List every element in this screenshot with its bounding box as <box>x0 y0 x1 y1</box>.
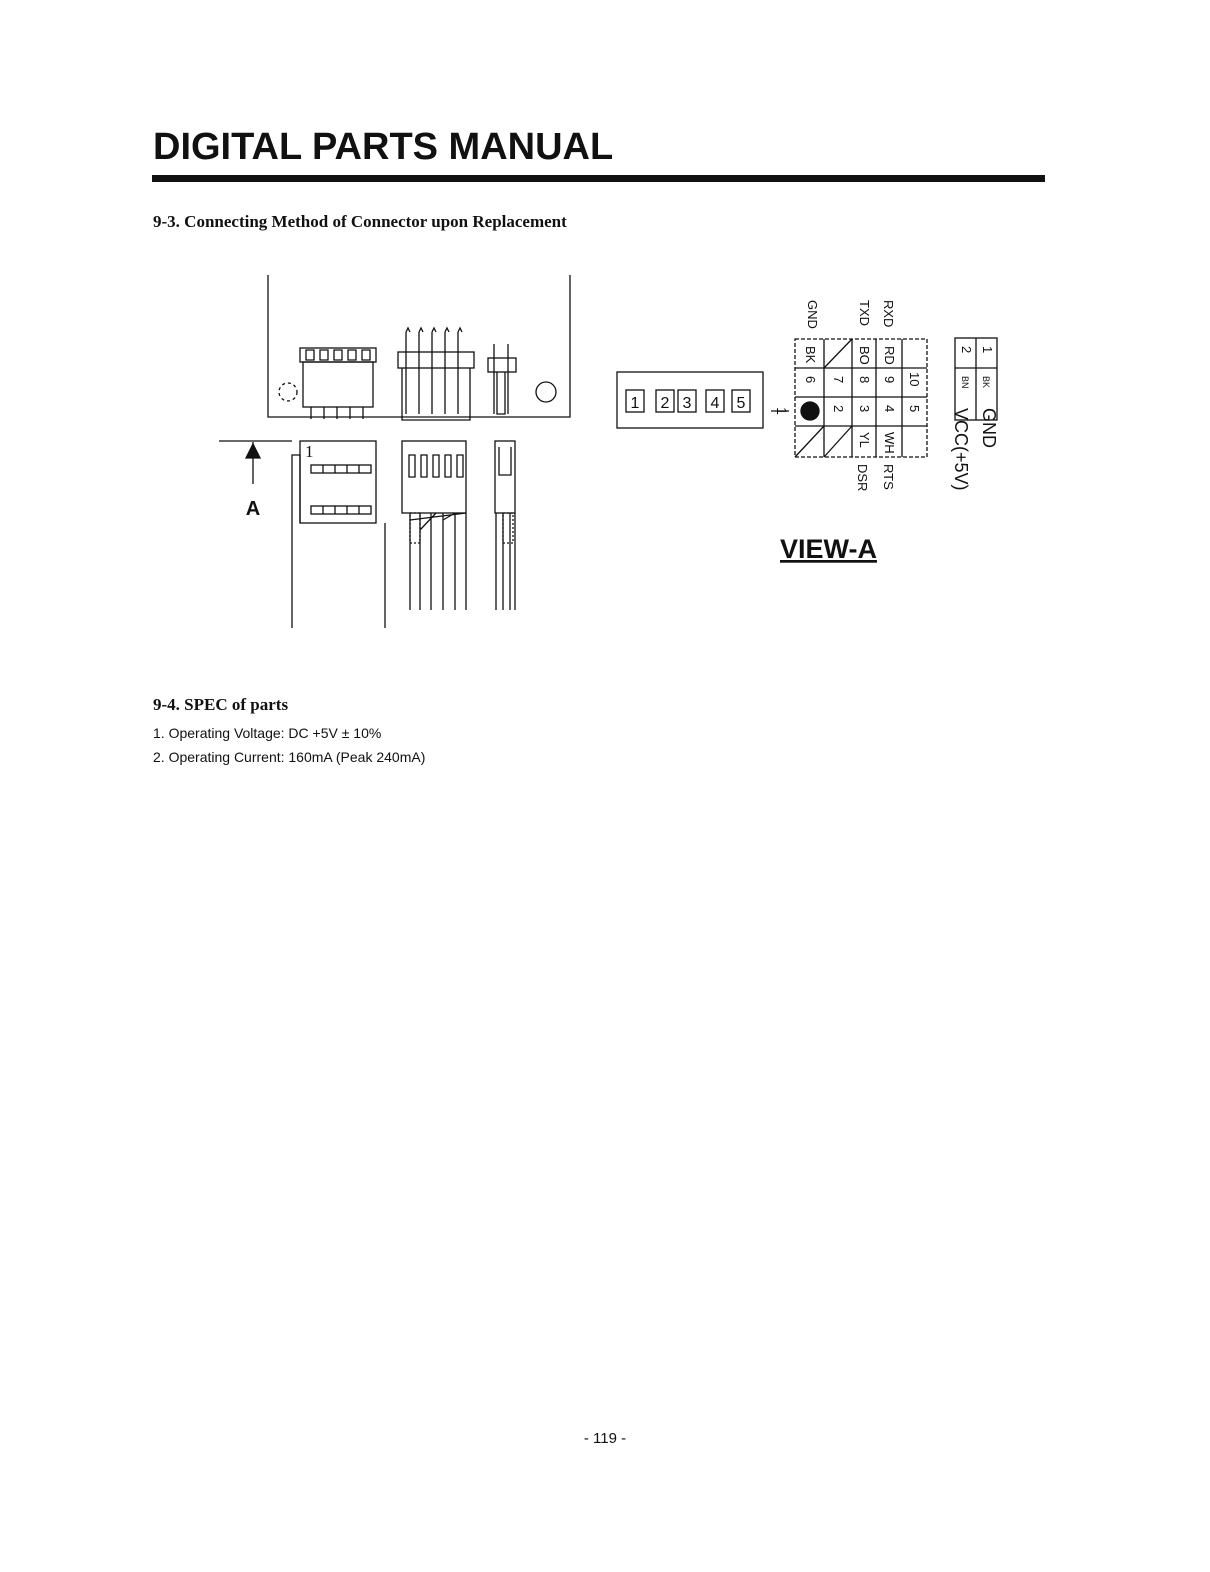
signal-label-gnd: GND <box>805 300 820 329</box>
grid-pin-10: 10 <box>907 372 922 387</box>
connector-diagram <box>0 0 1210 680</box>
grid-color-bk: BK <box>803 346 818 364</box>
pin-number-2: 2 <box>660 395 670 412</box>
section-heading-connecting-method: 9-3. Connecting Method of Connector upon Replacement <box>153 212 567 231</box>
grid-pin-3: 3 <box>857 405 872 413</box>
power-pin-1: 1 <box>980 346 995 354</box>
arrow-label-a: A <box>245 498 261 520</box>
pin-number-3: 3 <box>682 395 692 412</box>
power-label-gnd: GND <box>979 408 999 448</box>
signal-label-txd: TXD <box>857 300 872 326</box>
pin-one-marker: 1 <box>774 407 790 415</box>
grid-color-bo: BO <box>857 346 872 365</box>
page-title: DIGITAL PARTS MANUAL <box>153 126 614 168</box>
grid-color-yl: YL <box>857 432 872 448</box>
power-pin-2: 2 <box>959 346 974 354</box>
power-color-bk: BK <box>981 376 991 389</box>
power-label-vcc: VCC(+5V) <box>951 408 971 491</box>
grid-pin-7: 7 <box>831 376 846 384</box>
signal-label-rts: RTS <box>881 464 896 490</box>
grid-color-rd: RD <box>882 346 897 365</box>
spec-item-current: 2. Operating Current: 160mA (Peak 240mA) <box>153 749 426 765</box>
grid-pin-9: 9 <box>882 376 897 384</box>
grid-pin-4: 4 <box>882 405 897 413</box>
grid-color-wh: WH <box>882 432 897 454</box>
grid-pin-5: 5 <box>907 405 922 413</box>
spec-item-voltage: 1. Operating Voltage: DC +5V ± 10% <box>153 725 382 741</box>
grid-pin-6: 6 <box>803 376 818 384</box>
view-a-label: VIEW-A <box>780 534 877 564</box>
pin-number-1: 1 <box>630 395 640 412</box>
section-heading-spec: 9-4. SPEC of parts <box>153 695 289 714</box>
connector-pin-one-marker: 1 <box>305 442 314 461</box>
grid-pin-2: 2 <box>831 405 846 413</box>
page-number: - 119 - <box>583 1430 627 1447</box>
pin-number-5: 5 <box>736 395 746 412</box>
signal-label-rxd: RXD <box>881 300 896 328</box>
power-color-bn: BN <box>960 376 970 389</box>
signal-label-dsr: DSR <box>855 464 870 492</box>
pin-number-4: 4 <box>710 395 720 412</box>
grid-pin-8: 8 <box>857 376 872 384</box>
